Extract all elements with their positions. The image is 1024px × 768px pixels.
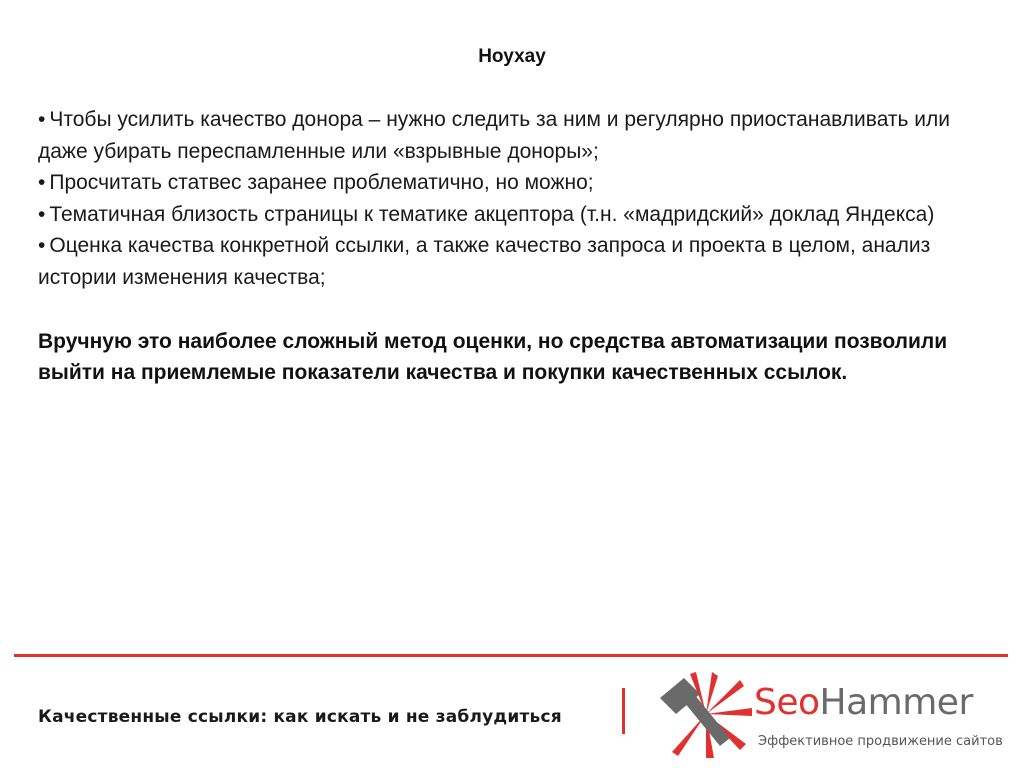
- hammer-starburst-logo-icon: [654, 668, 754, 760]
- bullet-item-2: [38, 167, 988, 199]
- bullet-item-3: [38, 199, 988, 231]
- bullet-dot-icon: •: [38, 202, 46, 226]
- brand-name: [754, 682, 973, 723]
- bullet-text: Чтобы усилить качество донора – нужно следить за ним и регулярно приостанавливать или даже убирать переспамленные или «взрывные доноры»;: [38, 108, 951, 163]
- bullet-dot-icon: •: [38, 171, 46, 194]
- bullet-text: Оценка качества конкретной ссылки, а также качество запроса и проекта в целом, анализ истории изменения качества;: [38, 234, 931, 289]
- slide-title: Ноухау: [478, 46, 546, 67]
- bullet-dot-icon: •: [38, 234, 46, 257]
- footer-divider: [14, 654, 1008, 657]
- bullet-item-1: [38, 104, 988, 167]
- bullet-dot-icon: •: [38, 108, 46, 131]
- footer-separator: [622, 688, 625, 734]
- slide-content: [38, 104, 988, 388]
- seohammer-logo: [654, 668, 1014, 760]
- bullet-text: Тематичная близость страницы к тематике акцептора (т.н. «мадридский» доклад Яндекса): [49, 202, 935, 226]
- brand-seo: Seo: [754, 682, 820, 723]
- conclusion-text: Вручную это наиболее сложный метод оценки, но средства автоматизации позволили выйти на приемлемые показатели качества и покупки качественных ссылок.: [38, 330, 948, 384]
- bullet-item-4: [38, 230, 988, 293]
- brand-tagline: Эффективное продвижение сайтов: [758, 734, 1003, 749]
- bullet-text: Просчитать статвес заранее проблематично, но можно;: [49, 171, 594, 194]
- footer-caption: Качественные ссылки: как искать и не заблудиться: [38, 707, 562, 727]
- brand-hammer: Hammer: [819, 682, 973, 723]
